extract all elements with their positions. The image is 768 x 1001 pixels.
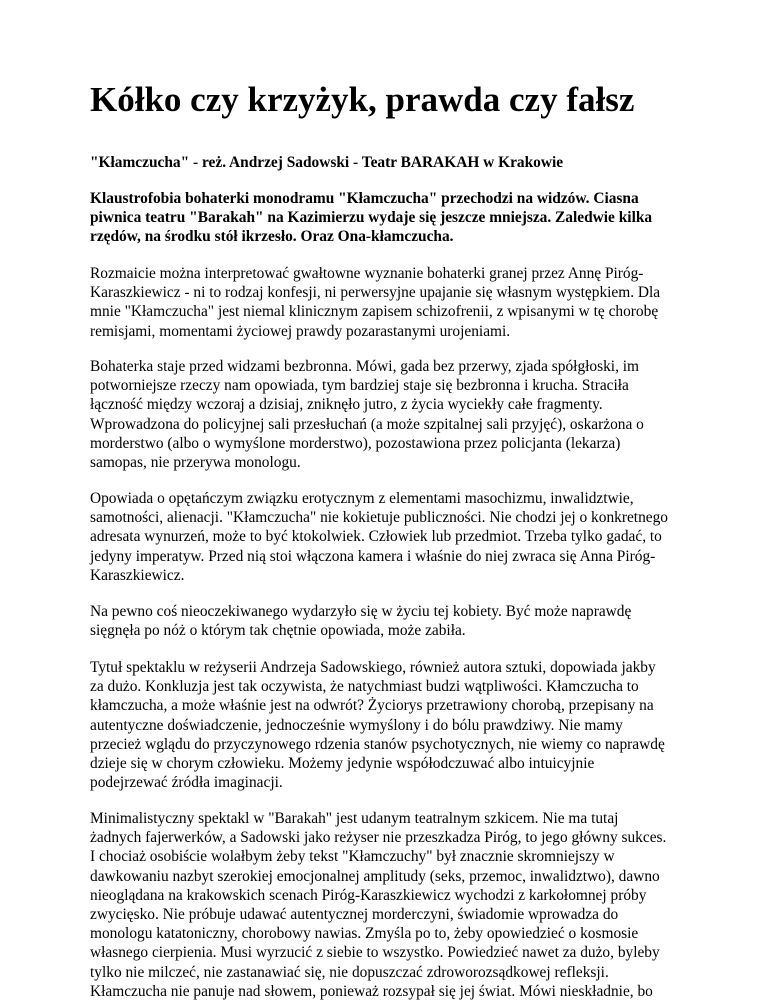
paragraph-3 bbox=[90, 489, 668, 585]
paragraph-line: zwycięsko. Nie próbuje udawać autentycznej morderczyni, świadomie wprowadza do bbox=[90, 906, 619, 924]
paragraph-2 bbox=[90, 357, 644, 472]
paragraph-line: tylko nie milczeć, nie zastanawiać się, nie dopuszczać zdroworozsądkowej refleksji. bbox=[90, 963, 609, 981]
paragraph-6 bbox=[90, 809, 666, 1001]
lead-line: Klaustrofobia bohaterki monodramu "Kłamczucha" przechodzi na widzów. Ciasna bbox=[90, 190, 639, 207]
paragraph-line: Karaszkiewicz. bbox=[90, 566, 185, 584]
paragraph-line: autentyczne doświadczenie, jednocześnie wymyślony i do bólu prawdziwy. Nie mamy bbox=[90, 716, 623, 734]
paragraph-line: jedyny imperatyw. Przed nią stoi włączona kamera i właśnie do niej zwraca się Anna Piróg- bbox=[90, 547, 656, 565]
paragraph-line: Bohaterka staje przed widzami bezbronna. Mówi, gada bez przerwy, zjada spółgłoski, im bbox=[90, 358, 640, 375]
paragraph-line: sięgnęła po nóż o którym tak chętnie opowiada, może zabiła. bbox=[90, 622, 466, 640]
paragraph-line: I chociaż osobiście wolałbym żeby tekst "Kłamczuchy" był znacznie skromniejszy w bbox=[90, 848, 615, 866]
paragraph-line: własnego cierpienia. Musi wyrzucić z siebie to wszystko. Powiedzieć nawet za dużo, byleby bbox=[90, 944, 660, 962]
paragraph-line: podejrzewać źródła imaginacji. bbox=[90, 774, 283, 792]
paragraph-line: Kłamczucha nie panuje nad słowem, ponieważ rozsypał się jej świat. Mówi nieskładnie, bo bbox=[90, 982, 653, 1000]
paragraph-line: Rozmaicie można interpretować gwałtowne wyznanie bohaterki granej przez Annę Piróg- bbox=[90, 265, 644, 282]
paragraph-line: remisjami, momentami życiowej prawdy pozarastanymi urojeniami. bbox=[90, 322, 511, 340]
paragraph-line: Wprowadzona do policyjnej sali przesłuchań (a może szpitalnej sali przyjęć), oskarżona o bbox=[90, 415, 644, 433]
lead-line: piwnica teatru "Barakah" na Kazimierzu wydaje się jeszcze mniejsza. Zaledwie kilka bbox=[90, 209, 653, 226]
paragraph-line: Minimalistyczny spektakl w "Barakah" jest udanym teatralnym szkicem. Nie ma tutaj bbox=[90, 810, 619, 827]
paragraph-4 bbox=[90, 602, 631, 640]
article-subtitle: "Kłamczucha" - reż. Andrzej Sadowski - Teatr BARAKAH w Krakowie bbox=[90, 154, 564, 171]
paragraph-line: monologu katatoniczny, chorobowy nawias. Zmyśla po to, żeby opowiedzieć o kosmosie bbox=[90, 925, 639, 943]
paragraph-line: żadnych fajerwerków, a Sadowski jako reżyser nie przeszkadza Piróg, to jego główny sukces. bbox=[90, 829, 667, 847]
paragraph-line: łączność między wczoraj a dzisiaj, zniknęło jutro, z życia wyciekły całe fragmenty. bbox=[90, 396, 603, 414]
paragraph-line: przecież wglądu do przyczynowego rdzenia stanów psychotycznych, nie wiemy co naprawdę bbox=[90, 735, 665, 753]
paragraph-1 bbox=[90, 264, 660, 341]
paragraph-line: samopas, nie przerywa monologu. bbox=[90, 454, 301, 472]
paragraph-line: dzieje się w chorym człowieku. Możemy jedynie współodczuwać albo intuicyjnie bbox=[90, 755, 595, 773]
paragraph-line: Opowiada o opętańczym związku erotycznym z elementami masochizmu, inwalidztwie, bbox=[90, 490, 634, 507]
article-lead bbox=[90, 189, 652, 246]
paragraph-line: potworniejsze rzeczy nam opowiada, tym bardziej staje się bezbronna i krucha. Straciła bbox=[90, 377, 629, 395]
paragraph-line: mnie "Kłamczucha" jest niemal klinicznym zapisem schizofrenii, z wpisanymi w tę chorobę bbox=[90, 303, 659, 321]
paragraph-line: Karaszkiewicz - ni to rodzaj konfesji, ni perwersyjne upajanie się własnym występkiem. Dla bbox=[90, 284, 661, 302]
paragraph-line: dawkowaniu nazbyt szerokiej emocjonalnej amplitudy (seks, przemoc, inwalidztwo), dawno bbox=[90, 867, 660, 885]
paragraph-line: kłamczucha, a może właśnie jest na odwrót? Życiorys przetrawiony chorobą, przepisany na bbox=[90, 697, 654, 715]
lead-line: rzędów, na środku stół ikrzesło. Oraz Ona-kłamczucha. bbox=[90, 228, 454, 245]
paragraph-5 bbox=[90, 658, 665, 792]
paragraph-line: samotności, alienacji. "Kłamczucha" nie kokietuje publiczności. Nie chodzi jej o konkretnego bbox=[90, 509, 668, 527]
article-title: Kółko czy krzyżyk, prawda czy fałsz bbox=[90, 80, 635, 119]
paragraph-line: morderstwo (albo o wymyślone morderstwo), pozostawiona przez policjanta (lekarza) bbox=[90, 434, 621, 452]
paragraph-line: za dużo. Konkluzja jest tak oczywista, że natychmiast budzi wątpliwości. Kłamczucha to bbox=[90, 678, 639, 696]
paragraph-line: Na pewno coś nieoczekiwanego wydarzyło się w życiu tej kobiety. Być może naprawdę bbox=[90, 603, 632, 620]
paragraph-line: Tytuł spektaklu w reżyserii Andrzeja Sadowskiego, również autora sztuki, dopowiada jakby bbox=[90, 659, 656, 676]
paragraph-line: adresata wynurzeń, może to być ktokolwiek. Człowiek lub przedmiot. Trzeba tylko gadać, to bbox=[90, 528, 662, 546]
paragraph-line: nieoglądana na krakowskich scenach Piróg-Karaszkiewicz wychodzi z karkołomnej próby bbox=[90, 886, 647, 904]
